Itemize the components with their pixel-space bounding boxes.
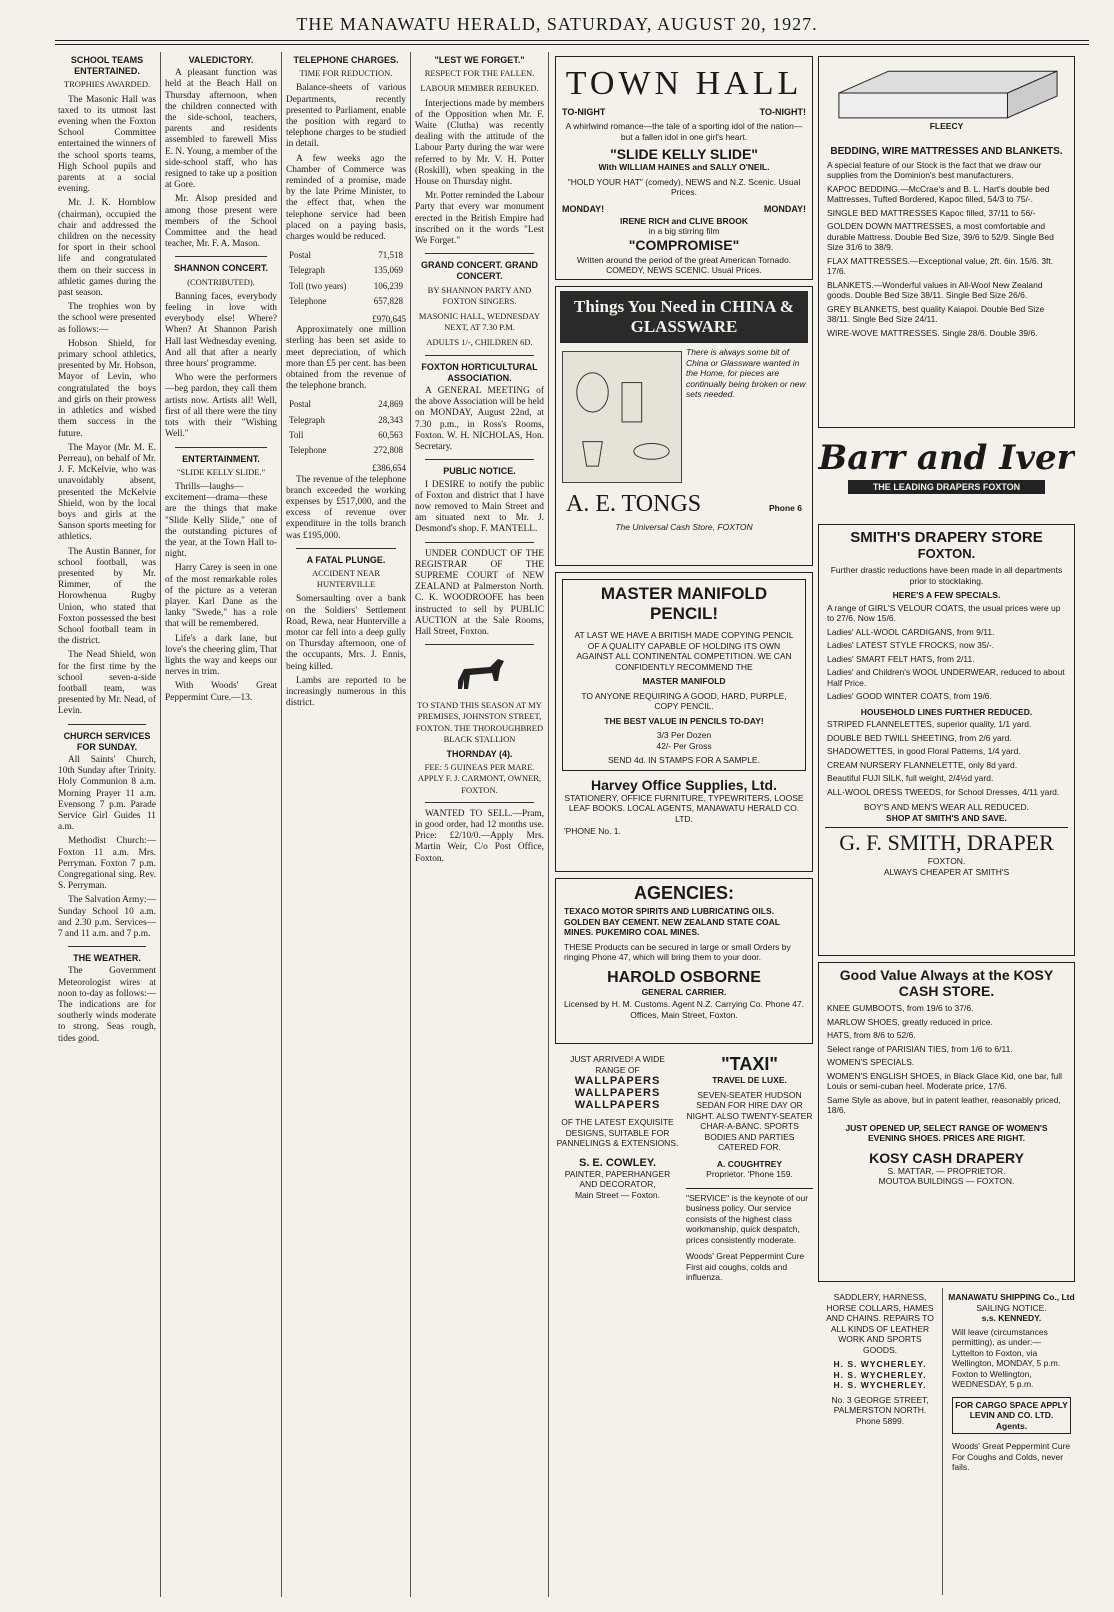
price: 3/3 Per Dozen: [656, 730, 712, 740]
paragraph: The Masonic Hall was taxed to its utmost last evening when the Foxton School Committee entertained the winners of the school sports teams, High School pupils and parents at a social evening.: [58, 94, 156, 195]
headline: TELEPHONE CHARGES.: [293, 55, 399, 65]
notice-text: FEE: 5 GUINEAS PER MARE. APPLY F. J. CARMONT, OWNER, FOXTON.: [417, 762, 542, 795]
headline: CHURCH SERVICES FOR SUNDAY.: [63, 730, 151, 752]
table-cell: 24,869: [378, 399, 403, 410]
paragraph: Harry Carey is seen in one of the most remarkable roles of the picture as a veteran player. Karl Dane as the lanky "Swede," has a role that will be remembered.: [165, 563, 277, 630]
table-cell: Telegraph: [289, 265, 325, 276]
paragraph: I DESIRE to notify the public of Foxton and district that I have now removed to Main Street and am situated next to Mr. J. Desmond's shop. F. MANTELL.: [415, 479, 544, 535]
ad-day-label: TO-NIGHT: [562, 107, 606, 117]
ad-day-label: MONDAY!: [763, 203, 806, 214]
table-cell: 106,239: [373, 280, 403, 291]
saddlery-ad: [818, 1288, 943, 1595]
taxi-ad: [686, 1050, 813, 1595]
ad-text: "HOLD YOUR HAT" (comedy), NEWS and N.Z. Scenic. Usual Prices.: [567, 176, 801, 197]
subheadline: TIME FOR REDUCTION.: [299, 68, 393, 79]
paragraph: A few weeks ago the Chamber of Commerce was reminded of a promise, made by the late Prime Minister, to the effect that, when the telephone service had been placed on a paying basis, charges would be reduced.: [286, 153, 406, 243]
ad-text: BOY'S AND MEN'S WEAR ALL REDUCED.: [864, 802, 1029, 812]
column-divider: [160, 52, 161, 1597]
ad-heading: HOUSEHOLD LINES FURTHER REDUCED.: [860, 706, 1033, 717]
ad-text: in a big stirring film: [648, 226, 720, 236]
masthead-rule-2: [55, 44, 1089, 45]
ad-text: FOR CARGO SPACE APPLY LEVIN AND CO. LTD. Agents.: [952, 1397, 1071, 1435]
list-item: WOMEN'S ENGLISH SHOES, in Black Glace Kid, one bar, full Louis or semi-cuban heel. Moderate price, 17/6.: [827, 1070, 1062, 1091]
china-glassware-ad: [555, 286, 813, 566]
table-cell: 71,518: [378, 250, 403, 261]
ad-text: "SERVICE" is the keynote of our business policy. Our service consists of the highest class workmanship, quick despatch, prices consistently moderate.: [686, 1188, 813, 1246]
paragraph: A GENERAL MEETING of the above Association will be held on MONDAY, August 22nd, at 7.30 p.m., in Ross's Rooms, Foxton. W. H. NICHOLAS, Hon. Secretary.: [415, 386, 544, 453]
household-list: [819, 717, 1074, 802]
ad-day-label: MONDAY!: [562, 203, 605, 214]
list-item: Ladies' and Children's WOOL UNDERWEAR, reduced to about Half Price.: [827, 667, 1065, 688]
table-cell: Telegraph: [289, 414, 325, 425]
ad-text: SEND 4d. IN STAMPS FOR A SAMPLE.: [608, 755, 760, 765]
column-divider: [281, 52, 282, 1597]
divider: [425, 459, 534, 460]
column-divider: [548, 52, 549, 1597]
table-cell: Postal: [289, 250, 312, 261]
list-item: WOMEN'S SPECIALS.: [827, 1057, 915, 1067]
ad-title: MANAWATU SHIPPING Co., Ltd: [948, 1292, 1075, 1302]
list-item: GREY BLANKETS, best quality Kaiapoi. Double Bed Size 38/11. Single Bed Size 24/11.: [827, 303, 1045, 324]
headline: THORNDAY (4).: [446, 748, 513, 759]
paragraph: WANTED TO SELL.—Pram, in good order, had 12 months use. Price: £2/10/0.—Apply Mrs. Martin Weir, C/o Post Office, Foxton.: [415, 808, 544, 864]
table-row: [288, 295, 404, 308]
divider: [68, 724, 146, 725]
paragraph: Somersaulting over a bank on the Soldiers' Settlement Road, Rewa, near Hunterville a motor car fell into a deep gully on Thursday afternoon, one of the occupants, Mrs. J. Ennis, being killed.: [286, 594, 406, 672]
list-item: MARLOW SHOES, greatly reduced in price.: [827, 1016, 993, 1027]
list-item: BLANKETS.—Wonderful values in All-Wool New Zealand goods. Double Bed Size 38/11. Single Bed Size 26/6.: [827, 279, 1043, 300]
company-name: Harvey Office Supplies, Ltd.: [591, 776, 777, 793]
town-hall-ad: [555, 56, 813, 280]
column-divider: [410, 52, 411, 1597]
table-cell: Toll (two years): [289, 280, 347, 291]
ad-title: "TAXI": [721, 1054, 778, 1074]
paragraph: Life's a dark lane, but love's the cheering glim, That lights the way and keeps our nerves in trim.: [165, 633, 277, 678]
list-item: Ladies' LATEST STYLE FROCKS, now 35/-.: [827, 640, 995, 650]
paragraph: The Nead Shield, won for the first time by the school seven-a-side football team, was presented by Mr. Nead, of Levin.: [58, 650, 156, 717]
table-cell: Telephone: [289, 445, 327, 456]
headline: FOXTON HORTICULTURAL ASSOCIATION.: [421, 361, 538, 383]
table-cell: 272,808: [373, 445, 403, 456]
headline: VALEDICTORY.: [188, 55, 254, 65]
list-item: Ladies' GOOD WINTER COATS, from 19/6.: [827, 691, 992, 701]
mattress-label: FLEECY: [929, 121, 964, 131]
paragraph: Who were the performers—beg pardon, they call them artists now. Artists all! Well, first of all there were the tiny tots with their "Wishing Well.": [165, 373, 277, 440]
kosy-list: [819, 999, 1074, 1123]
list-item: SHADOWETTES, in good Floral Patterns, 1/4 yard.: [827, 746, 1021, 756]
ad-title: SMITH'S DRAPERY STORE: [850, 529, 1043, 546]
figures-table: [286, 396, 406, 459]
list-item: GOLDEN DOWN MATTRESSES, a most comfortable and durable Mattress. Double Bed Size, 39/6 to 52/9. Single Bed Size 31/6 to 38/9.: [827, 221, 1054, 252]
ad-text: TEXACO MOTOR SPIRITS AND LUBRICATING OILS. GOLDEN BAY CEMENT. NEW ZEALAND STATE COAL MINES. PUKEMIRO COAL MINES.: [564, 906, 780, 937]
ad-text: SAILING NOTICE.: [976, 1302, 1047, 1313]
list-item: ALL-WOOL DRESS TWEEDS, for School Dresses, 4/11 yard.: [827, 786, 1060, 797]
ad-title: MASTER MANIFOLD PENCIL!: [600, 584, 768, 623]
ad-title: AGENCIES:: [633, 883, 734, 903]
table-cell: 135,069: [373, 265, 403, 276]
table-cell: 60,563: [378, 429, 403, 440]
notice-text: TO STAND THIS SEASON AT MY PREMISES, JOHNSTON STREET, FOXTON. THE THOROUGHBRED BLACK STALLION: [415, 700, 544, 744]
divider: [425, 644, 534, 645]
column-2: [165, 52, 277, 1597]
divider: [425, 802, 534, 803]
paragraph: Banning faces, everybody feeling in love with everybody else! Where? When? At Shannon Parish Hall last Wednesday evening. And all that after a nearly three hours' programme.: [165, 291, 277, 370]
table-cell: 657,828: [373, 295, 403, 306]
list-item: STRIPED FLANNELETTES, superior quality, 1/1 yard.: [827, 719, 1032, 729]
paragraph: The Austin Banner, for school football, was presented by Mr. Rimmer, of the Horowhenua Rugby Union, who stated that Foxton possessed the best School football team in the district.: [58, 546, 156, 647]
company-name: H. S. WYCHERLEY.: [833, 1359, 927, 1369]
subheadline: TROPHIES AWARDED.: [63, 79, 151, 90]
store-name: A. E. TONGS: [566, 491, 702, 517]
subheadline: (CONTRIBUTED).: [187, 276, 255, 287]
paragraph: The Government Meteorologist wires at noon to-day as follows:— The indications are for southerly winds moderate to strong. Seas rough, tides good.: [58, 966, 156, 1044]
ad-text: Will leave (circumstances permitting), as under:— Lyttelton to Foxton, via Wellington, MONDAY, 5 p.m. Foxton to Wellington, WEDNESDAY, 5 p.m.: [952, 1326, 1061, 1389]
paragraph: The revenue of the telephone branch exceeded the working expenses by £517,000, and the excess of revenue over expenditure in the tolls branch was £195,000.: [286, 474, 406, 541]
notice-text: ADULTS 1/-, CHILDREN 6D.: [426, 337, 533, 348]
ad-text: TO ANYONE REQUIRING A GOOD, HARD, PURPLE, COPY PENCIL.: [581, 690, 787, 711]
phone-number: Phone 6: [768, 503, 802, 513]
ad-text: MOUTOA BUILDINGS — FOXTON.: [878, 1176, 1015, 1186]
ship-name: s.s. KENNEDY.: [981, 1313, 1042, 1323]
headline: "LEST WE FORGET.": [434, 55, 525, 65]
ad-text: SHOP AT SMITH'S AND SAVE.: [886, 812, 1007, 823]
list-item: KNEE GUMBOOTS, from 19/6 to 37/6.: [827, 1003, 974, 1013]
table-cell: Telephone: [289, 295, 327, 306]
paragraph: Mr. Potter reminded the Labour Party that every war monument erected in the British Empire had inscribed on it the words "Lest We Forget.": [415, 191, 544, 247]
ad-text: PAINTER, PAPERHANGER AND DECORATOR,: [564, 1168, 671, 1189]
headline: A FATAL PLUNGE.: [306, 554, 386, 565]
list-item: Same Style as above, but in patent leather, reasonably priced, 18/6.: [827, 1094, 1061, 1115]
ad-text: Woods' Great Peppermint Cure For Coughs and Colds, never fails.: [952, 1441, 1071, 1472]
paragraph: The trophies won by the school were presented as follows:—: [58, 302, 156, 335]
subheadline: LABOUR MEMBER REBUKED.: [420, 83, 539, 94]
paragraph: The Mayor (Mr. M. E. Perreau), on behalf of Mr. J. F. McKelvie, who was unavoidably absent, presented the McKelvie Shield, won by the local boys and girls at the Sanson sports meeting for athletics.: [58, 442, 156, 543]
ad-title: TOWN HALL: [565, 65, 803, 102]
specials-list: [819, 601, 1074, 707]
ad-day-label: TO-NIGHT!: [759, 107, 806, 117]
paragraph: Approximately one million sterling has been set aside to meet depreciation, of which more than £5 per cent. has been obtained from the revenue of the telephone branch.: [286, 325, 406, 392]
price: 42/- Per Gross: [656, 740, 712, 751]
ad-title: Good Value Always at the KOSY CASH STORE.: [839, 967, 1054, 999]
company-name: H. S. WYCHERLEY.: [833, 1380, 927, 1390]
figures-table: [286, 247, 406, 310]
paragraph: Methodist Church:—Foxton 11 a.m. Mrs. Perryman. Foxton 7 p.m. Congregational sing. Rev. S. Perryman.: [58, 836, 156, 892]
kosy-cash-store-ad: [818, 962, 1075, 1282]
paragraph: Balance-sheets of various Departments, recently presented to Parliament, enable the position with regard to telephone charges to be studied in detail.: [286, 83, 406, 150]
column-1: [58, 52, 156, 1597]
film-title: "COMPROMISE": [628, 236, 740, 253]
company-name: H. S. WYCHERLEY.: [833, 1369, 927, 1380]
headline: SCHOOL TEAMS ENTERTAINED.: [70, 55, 144, 77]
company-name: G. F. SMITH, DRAPER: [839, 830, 1054, 855]
headline: PUBLIC NOTICE.: [443, 466, 516, 477]
ad-text: THESE Products can be secured in large or small Orders by ringing Phone 47, which will bring them to your door.: [564, 941, 791, 962]
film-title: "SLIDE KELLY SLIDE": [610, 146, 758, 162]
ad-text: Woods' Great Peppermint Cure First aid coughs, colds and influenza.: [686, 1251, 805, 1282]
store-subtitle: The Universal Cash Store, FOXTON: [615, 522, 753, 532]
subheadline: "SLIDE KELLY SLIDE.": [176, 466, 266, 477]
ad-text: OF THE LATEST EXQUISITE DESIGNS, SUITABLE FOR PANNELINGS & EXTENSIONS.: [556, 1117, 679, 1148]
divider: [175, 256, 267, 257]
headline: ENTERTAINMENT.: [182, 453, 260, 464]
shipping-ad: [948, 1288, 1075, 1595]
phone-number: 'PHONE No. 1.: [564, 826, 621, 836]
list-item: Beautiful FUJI SILK, full weight, 2/4½d yard.: [827, 773, 994, 783]
column-4: [415, 52, 544, 1597]
product-name: MASTER MANIFOLD: [642, 676, 726, 686]
divider: [425, 355, 534, 356]
list-item: KAPOC BEDDING.—McCrae's and B. L. Hart's double bed Mattresses, Tufted Bordered, Kapoc filled, 54/3 to 75/-.: [827, 183, 1050, 204]
paragraph: The Salvation Army:—Sunday School 10 a.m. and 2.30 p.m. Services—7 and 11 a.m. and 7 p.m.: [58, 895, 156, 940]
list-item: CREAM NURSERY FLANNELETTE, only 8d yard.: [827, 759, 1018, 770]
table-row: [288, 429, 404, 442]
ad-text: FOXTON.: [927, 856, 966, 866]
notice-text: MASONIC HALL, WEDNESDAY NEXT, AT 7.30 P.M.: [418, 311, 541, 333]
smiths-drapery-ad: [818, 524, 1075, 956]
ad-text: Proprietor. 'Phone 159.: [706, 1169, 793, 1179]
table-cell: 28,343: [378, 414, 403, 425]
table-cell: Toll: [289, 429, 304, 440]
ad-text: A whirlwind romance—the tale of a sporting idol of the nation—but a fallen idol in one girl's heart.: [565, 121, 803, 142]
ad-heading: WALLPAPERS: [574, 1099, 661, 1111]
table-total: £386,654: [372, 463, 406, 474]
ad-subtitle: FOXTON.: [917, 546, 976, 561]
company-name: HAROLD OSBORNE: [607, 968, 761, 986]
ad-heading: WALLPAPERS: [574, 1075, 661, 1087]
column-3: [286, 52, 406, 1597]
ad-text: JUST OPENED UP, SELECT RANGE OF WOMEN'S EVENING SHOES. PRICES ARE RIGHT.: [845, 1122, 1048, 1143]
divider: [425, 253, 534, 254]
table-row: [288, 398, 404, 411]
ad-text: STATIONERY, OFFICE FURNITURE, TYPEWRITERS, LOOSE LEAF BOOKS. LOCAL AGENTS, MANAWATU HERALD CO. LTD.: [564, 792, 804, 824]
paragraph: UNDER CONDUCT OF THE REGISTRAR OF THE SUPREME COURT of NEW ZEALAND at Palmerston North. C. K. WOODROOFE has been instructed to sell by PUBLIC AUCTION at the Sale Rooms, Hall Street, Foxton.: [415, 548, 544, 637]
ad-text: A special feature of our Stock is the fact that we draw our supplies from the Dominion's best manufacturers.: [827, 159, 1042, 180]
barr-iver-ad: [818, 434, 1075, 518]
paragraph: A pleasant function was held at the Beach Hall on Thursday afternoon, when the children connected with the side-school, teachers, parents and residents assembled to farewell Miss E. N. Young, a member of the side-school staff, who has resigned to take up a position at Gore.: [165, 68, 277, 191]
ad-text: SEVEN-SEATER HUDSON SEDAN FOR HIRE DAY OR NIGHT. ALSO TWENTY-SEATER CHAR-A-BANC. SPORTS BODIES AND PARTIES CATERED FOR.: [686, 1089, 813, 1152]
list-item: WIRE-WOVE MATTRESSES. Single 28/6. Double 39/6.: [827, 327, 1038, 338]
list-item: A range of GIRL'S VELOUR COATS, the usual prices were up to 27/6. Now 15/6.: [827, 602, 1061, 623]
divider: [296, 548, 396, 549]
ad-text: ALWAYS CHEAPER AT SMITH'S: [883, 866, 1010, 877]
ad-heading: WALLPAPERS: [574, 1087, 661, 1099]
ad-text: Main Street — Foxton.: [574, 1189, 661, 1200]
paragraph: All Saints' Church, 10th Sunday after Trinity. Holy Communion 8 a.m. Morning Prayer 11 a.m. Evensong 7 p.m. Parade Service Girl Guides 11 a.m.: [58, 754, 156, 833]
company-name: S. E. COWLEY.: [578, 1156, 656, 1169]
ad-text: With WILLIAM HAINES and SALLY O'NEIL.: [598, 162, 770, 172]
table-row: [288, 280, 404, 293]
list-item: Select range of PARISIAN TIES, from 1/6 to 6/11.: [827, 1043, 1013, 1054]
ad-text: GENERAL CARRIER.: [641, 986, 727, 997]
list-item: HATS, from 8/6 to 52/6.: [827, 1030, 916, 1040]
ad-text: SADDLERY, HARNESS, HORSE COLLARS, HAMES AND CHAINS. REPAIRS TO ALL KINDS OF LEATHER WORK AND SPORTS GOODS.: [826, 1292, 934, 1355]
headline: SHANNON CONCERT.: [173, 263, 268, 274]
masthead: THE MANAWATU HERALD, SATURDAY, AUGUST 20, 1927.: [296, 14, 818, 34]
ad-text: No. 3 GEORGE STREET, PALMERSTON NORTH. Phone 5899.: [831, 1394, 929, 1426]
store-name: Barr and Iver: [818, 438, 1075, 478]
ad-text: THE BEST VALUE IN PENCILS TO-DAY!: [604, 715, 764, 726]
list-item: Ladies' SMART FELT HATS, from 2/11.: [827, 653, 975, 664]
table-row: [288, 249, 404, 262]
bedding-ad: [818, 56, 1075, 428]
masthead-rule: [55, 40, 1089, 41]
paragraph: Mr. J. K. Hornblow (chairman), occupied the chair and addressed the children on the necessity for sport in their school life and congratulated them on their success in athletic games during the past season.: [58, 198, 156, 299]
table-row: [288, 444, 404, 457]
table-cell: Postal: [289, 399, 312, 410]
list-item: FLAX MATTRESSES.—Exceptional value, 2ft. 6in. 15/6. 3ft. 17/6.: [827, 255, 1054, 276]
paragraph: Thrills—laughs—excitement—drama—these are the things that make "Slide Kelly Slide," one of the outstanding pictures of the year, at the Town Hall to-night.: [165, 481, 277, 560]
list-item: Ladies' ALL-WOOL CARDIGANS, from 9/11.: [827, 626, 995, 637]
ad-title: Things You Need in CHINA & GLASSWARE: [560, 291, 808, 343]
ad-text: Written around the period of the great American Tornado. COMEDY, NEWS SCENIC. Usual Prices.: [576, 254, 792, 275]
table-row: [288, 414, 404, 427]
table-row: [288, 264, 404, 277]
table-total: £970,645: [372, 314, 406, 325]
notice-text: BY SHANNON PARTY AND FOXTON SINGERS.: [427, 284, 532, 306]
divider: [425, 542, 534, 543]
subheadline: ACCIDENT NEAR HUNTERVILLE: [311, 567, 381, 590]
ad-text: JUST ARRIVED! A WIDE RANGE OF: [570, 1054, 665, 1075]
ad-text: IRENE RICH and CLIVE BROOK: [620, 215, 748, 226]
headline: THE WEATHER.: [73, 953, 141, 964]
divider: [175, 447, 267, 448]
headline: GRAND CONCERT. GRAND CONCERT.: [421, 260, 538, 282]
list-item: SINGLE BED MATTRESSES Kapoc filled, 37/11 to 56/-: [827, 207, 1036, 218]
ad-text: There is always some bit of China or Glassware wanted in the Home, for pieces are continually being broken or new sets needed.: [686, 347, 806, 399]
china-illustration: [562, 351, 682, 483]
paragraph: With Woods' Great Peppermint Cure.—13.: [165, 681, 277, 703]
paragraph: Mr. Alsop presided and among those present were members of the School Committee and the head teacher, Mr. F. A. Mason.: [165, 194, 277, 250]
divider: [68, 946, 146, 947]
ad-text: AT LAST WE HAVE A BRITISH MADE COPYING PENCIL OF A QUALITY CAPABLE OF HOLDING ITS OWN AGAINST ALL CONTINENTAL COMPETITION. WE CAN CONFIDENTLY RECOMMEND THE: [574, 630, 794, 672]
agencies-ad: [555, 878, 813, 1044]
list-item: DOUBLE BED TWILL SHEETING, from 2/6 yard.: [827, 732, 1012, 743]
ad-text: Further drastic reductions have been made in all departments prior to stocktaking.: [830, 565, 1063, 586]
horse-illustration: [450, 651, 510, 696]
paragraph: Lambs are reported to be increasingly numerous in this district.: [286, 675, 406, 709]
paragraph: Hobson Shield, for primary school athletics, presented by Mr. Hobson, Mayor of Levin, who congratulated the boys and girls on their prowess in athletics and wished them success in the future.: [58, 338, 156, 439]
paragraph: Interjections made by members of the Opposition when Mr. F. Waite (Clutha) was recently dealing with the attitude of the Labour Party during the war were referred to by Mr. V. H. Potter (Roskill), when speaking in the House on Thursday night.: [415, 98, 544, 188]
wallpapers-ad: [555, 1050, 680, 1595]
bedding-list: [819, 184, 1074, 339]
store-subtitle: THE LEADING DRAPERS FOXTON: [848, 480, 1045, 494]
master-manifold-ad: [555, 572, 813, 872]
company-name: KOSY CASH DRAPERY: [869, 1149, 1024, 1166]
subheadline: RESPECT FOR THE FALLEN.: [424, 68, 535, 79]
ad-text: S. MATTAR, — PROPRIETOR.: [887, 1165, 1006, 1176]
ad-text: Licensed by H. M. Customs. Agent N.Z. Carrying Co. Phone 47. Offices, Main Street, Foxton.: [564, 999, 804, 1020]
ad-heading: HERE'S A FEW SPECIALS.: [892, 590, 1001, 600]
ad-title: BEDDING, WIRE MATTRESSES AND BLANKETS.: [830, 145, 1063, 157]
company-name: A. COUGHTREY: [716, 1158, 783, 1169]
ad-text: TRAVEL DE LUXE.: [712, 1075, 787, 1085]
